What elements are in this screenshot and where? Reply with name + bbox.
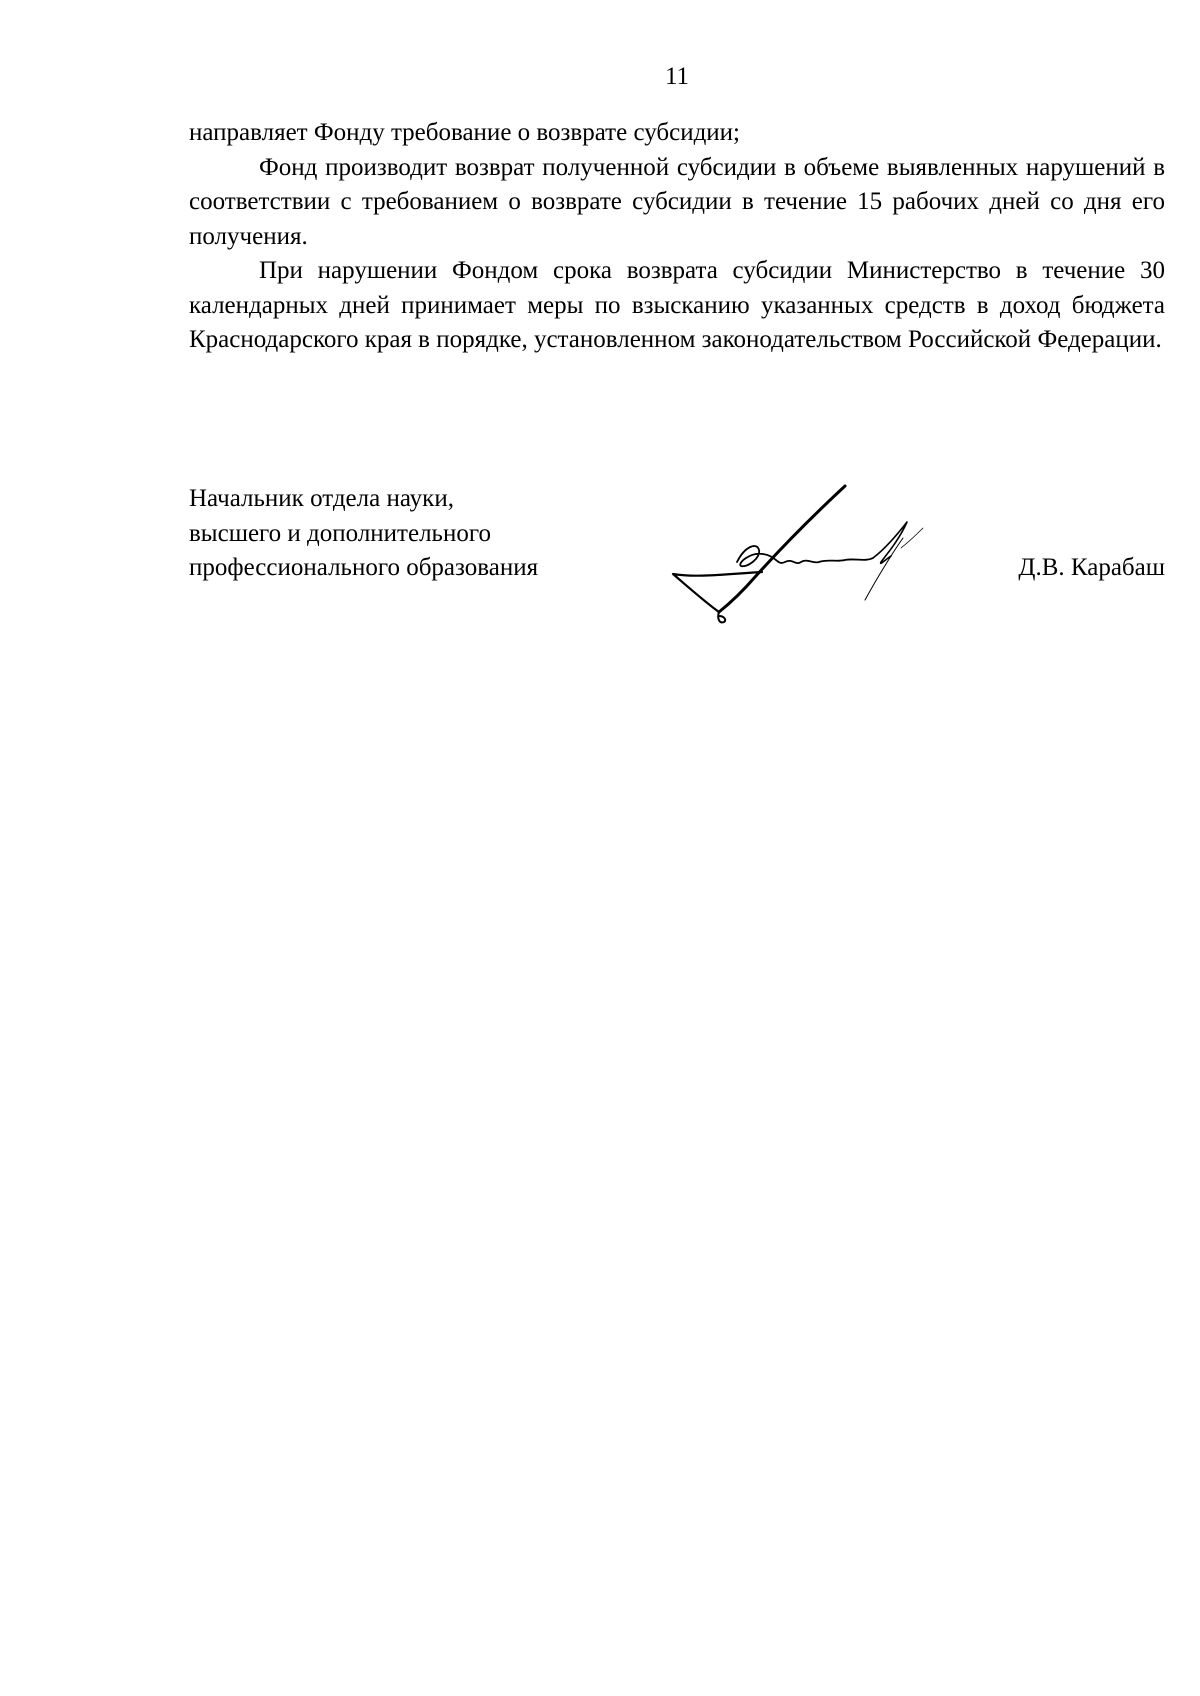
paragraph: При нарушении Фондом срока возврата субсидии Министерство в течение 30 календарных дней принимает меры по взысканию указанных средств в доход бюджета Краснодарского края в порядке, установленном законодательством Российской Федерации. bbox=[189, 257, 1165, 353]
title-line: профессионального образования bbox=[189, 554, 539, 581]
handwritten-signature bbox=[667, 482, 957, 642]
title-line: Начальник отдела науки, bbox=[189, 485, 454, 512]
paragraph: Фонд производит возврат полученной субсидии в объеме выявленных нарушений в соответствии с требованием о возврате субсидии в течение 15 рабочих дней со дня его получения. bbox=[189, 153, 1165, 250]
signer-position-title bbox=[189, 482, 538, 586]
document-body bbox=[189, 116, 1165, 358]
paragraph: направляет Фонду требование о возврате субсидии; bbox=[189, 119, 741, 146]
page-number: 11 bbox=[664, 63, 690, 90]
title-line: высшего и дополнительного bbox=[189, 519, 491, 547]
signer-name: Д.В. Карабаш bbox=[1018, 554, 1165, 581]
signature-block bbox=[189, 482, 1165, 642]
